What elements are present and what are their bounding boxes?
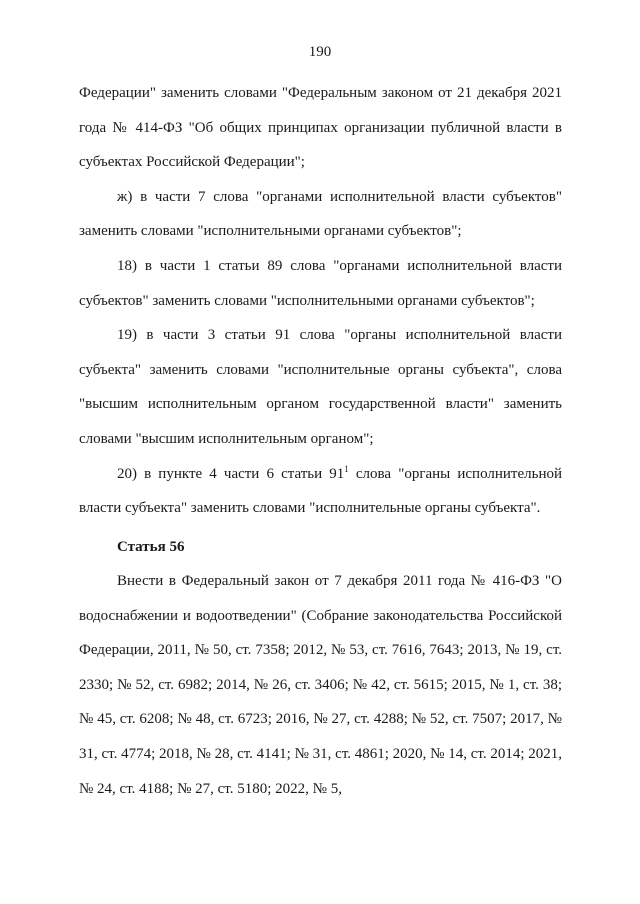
paragraph-item-zh: ж) в части 7 слова "органами исполнительной власти субъектов" заменить словами "исполнительными органами субъектов"; <box>79 188 562 240</box>
article-heading: Статья 56 <box>117 539 185 555</box>
paragraph-item-18: 18) в части 1 статьи 89 слова "органами исполнительной власти субъектов" заменить словами "исполнительными органами субъектов"; <box>79 257 562 309</box>
paragraph-continuation: Федерации" заменить словами "Федеральным законом от 21 декабря 2021 года № 414-ФЗ "Об общих принципах организации публичной власти в субъектах Российской Федерации"; <box>79 85 562 171</box>
paragraph-item-20-end: слова "органы исполнительной власти субъекта" заменить словами "исполнительные органы субъекта". <box>79 465 563 517</box>
article-body <box>79 564 562 806</box>
page-number: 190 <box>308 44 332 60</box>
paragraph-item-20-start: 20) в пункте 4 части 6 статьи 91 <box>117 465 345 482</box>
paragraph-item-20 <box>79 457 562 526</box>
superscript-marker: 1 <box>344 463 349 474</box>
document-body <box>79 76 562 526</box>
paragraph-item-19: 19) в части 3 статьи 91 слова "органы исполнительной власти субъекта" заменить словами "исполнительные органы субъекта", слова "высшим исполнительным органом государственной власти" заменить словами "высшим исполнительным органом"; <box>79 327 562 447</box>
article-paragraph: Внести в Федеральный закон от 7 декабря 2011 года № 416-ФЗ "О водоснабжении и водоотведении" (Собрание законодательства Российской Федерации, 2011, № 50, ст. 7358; 2012, № 53, ст. 7616, 7643; 2013, № 19, ст. 2330; № 52, ст. 6982; 2014, № 26, ст. 3406; № 42, ст. 5615; 2015, № 1, ст. 38; № 45, ст. 6208; № 48, ст. 6723; 2016, № 27, ст. 4288; № 52, ст. 7507; 2017, № 31, ст. 4774; 2018, № 28, ст. 4141; № 31, ст. 4861; 2020, № 14, ст. 2014; 2021, № 24, ст. 4188; № 27, ст. 5180; 2022, № 5, <box>79 573 562 797</box>
